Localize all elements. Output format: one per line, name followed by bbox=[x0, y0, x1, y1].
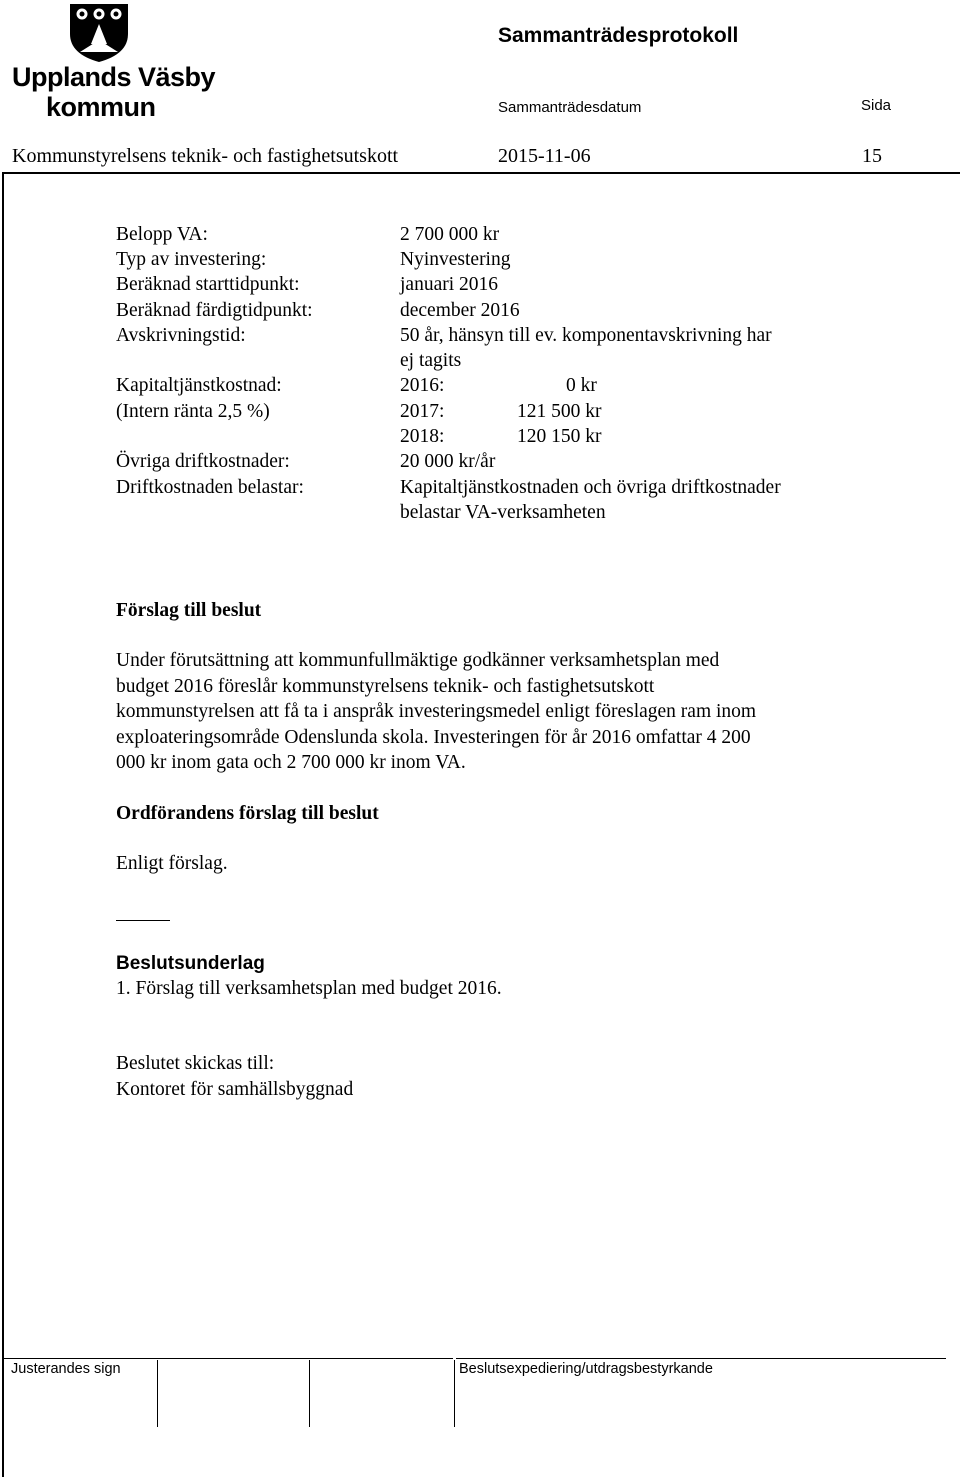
signature-divider bbox=[454, 1360, 455, 1427]
charged-to-value-continued: belastar VA-verksamheten bbox=[400, 502, 606, 523]
charged-to-value: Kapitaltjänstkostnaden och övriga driftkostnader bbox=[400, 477, 781, 498]
capital-cost-label: Kapitaltjänstkostnad: bbox=[116, 375, 282, 396]
capital-cost-amount: 121 500 kr bbox=[517, 401, 602, 422]
other-costs-label: Övriga driftkostnader: bbox=[116, 451, 290, 472]
sent-to-label: Beslutet skickas till: bbox=[116, 1053, 275, 1074]
proposal-heading: Förslag till beslut bbox=[116, 600, 262, 621]
dispatch-label: Beslutsexpediering/utdragsbestyrkande bbox=[459, 1361, 713, 1377]
chair-proposal-heading: Ordförandens förslag till beslut bbox=[116, 803, 379, 824]
investment-value-continued: ej tagits bbox=[400, 350, 462, 371]
capital-cost-sublabel: (Intern ränta 2,5 %) bbox=[116, 401, 270, 422]
proposal-line: exploateringsområde Odenslunda skola. Investeringen för år 2016 omfattar 4 200 bbox=[116, 727, 751, 748]
chair-proposal-text: Enligt förslag. bbox=[116, 853, 228, 874]
logo-wordmark-line1: Upplands Väsby bbox=[12, 62, 216, 92]
separator-line bbox=[116, 920, 170, 921]
investment-label: Beräknad färdigtidpunkt: bbox=[116, 300, 313, 321]
investment-label: Typ av investering: bbox=[116, 249, 267, 270]
footer-rule-left bbox=[2, 1358, 453, 1359]
proposal-line: Under förutsättning att kommunfullmäktige godkänner verksamhetsplan med bbox=[116, 650, 720, 671]
investment-label: Avskrivningstid: bbox=[116, 325, 246, 346]
page-number: 15 bbox=[862, 145, 882, 167]
investment-value: 50 år, hänsyn till ev. komponentavskrivning har bbox=[400, 325, 772, 346]
signature-divider bbox=[157, 1360, 158, 1427]
capital-cost-year: 2018: bbox=[400, 426, 445, 447]
investment-value: december 2016 bbox=[400, 300, 520, 321]
page-label: Sida bbox=[861, 97, 892, 114]
basis-heading: Beslutsunderlag bbox=[116, 953, 265, 974]
investment-value: januari 2016 bbox=[400, 274, 499, 295]
footer-rule-right bbox=[456, 1358, 946, 1359]
proposal-line: kommunstyrelsen att få ta i anspråk investeringsmedel enligt föreslagen ram inom bbox=[116, 701, 757, 722]
proposal-line: 000 kr inom gata och 2 700 000 kr inom VA. bbox=[116, 752, 466, 773]
investment-label: Belopp VA: bbox=[116, 224, 208, 245]
capital-cost-year: 2016: bbox=[400, 375, 445, 396]
meeting-date-label: Sammanträdesdatum bbox=[498, 99, 642, 116]
basis-item: 1. Förslag till verksamhetsplan med budget 2016. bbox=[116, 978, 502, 999]
logo-wordmark-line2: kommun bbox=[46, 92, 156, 122]
other-costs-value: 20 000 kr/år bbox=[400, 451, 496, 472]
sent-to-recipient: Kontoret för samhällsbyggnad bbox=[116, 1079, 354, 1100]
investment-label: Beräknad starttidpunkt: bbox=[116, 274, 300, 295]
investment-value: Nyinvestering bbox=[400, 249, 511, 270]
investment-value: 2 700 000 kr bbox=[400, 224, 500, 245]
capital-cost-year: 2017: bbox=[400, 401, 445, 422]
document-title: Sammanträdesprotokoll bbox=[498, 24, 739, 47]
header-rule bbox=[2, 172, 960, 174]
signature-label: Justerandes sign bbox=[11, 1361, 121, 1377]
charged-to-label: Driftkostnaden belastar: bbox=[116, 477, 304, 498]
capital-cost-amount: 0 kr bbox=[566, 375, 597, 396]
left-margin-rule bbox=[2, 172, 4, 1477]
proposal-line: budget 2016 föreslår kommunstyrelsens teknik- och fastighetsutskott bbox=[116, 676, 655, 697]
meeting-date: 2015-11-06 bbox=[498, 145, 591, 167]
committee-name: Kommunstyrelsens teknik- och fastighetsutskott bbox=[12, 145, 399, 167]
capital-cost-amount: 120 150 kr bbox=[517, 426, 602, 447]
signature-divider bbox=[309, 1360, 310, 1427]
